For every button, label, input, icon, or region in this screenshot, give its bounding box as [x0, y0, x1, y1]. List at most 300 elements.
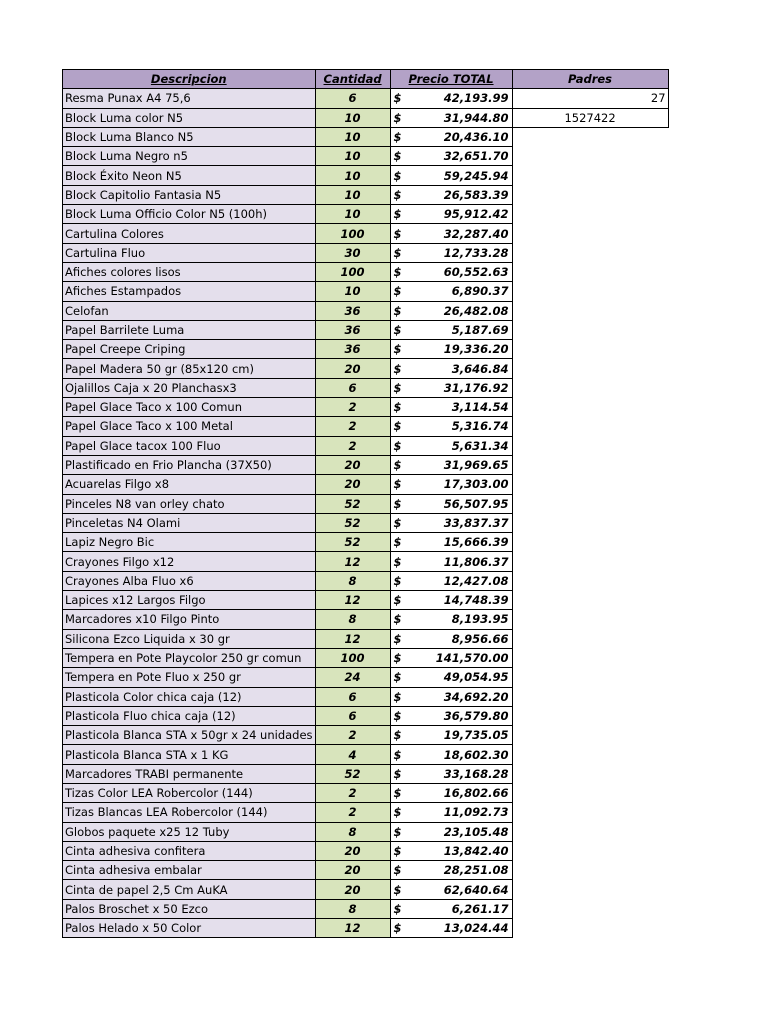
- price-amount: 5,631.34: [451, 438, 509, 453]
- price-amount: 3,646.84: [451, 361, 509, 376]
- currency-symbol: $: [393, 901, 402, 916]
- cell-descripcion[interactable]: Plasticola Color chica caja (12): [63, 687, 316, 706]
- cell-cantidad[interactable]: 10: [315, 108, 390, 127]
- cell-cantidad[interactable]: 8: [315, 822, 390, 841]
- table-row: [63, 455, 669, 474]
- cell-precio-total[interactable]: [390, 378, 512, 397]
- cell-cantidad[interactable]: 52: [315, 494, 390, 513]
- price-amount: 33,837.37: [443, 515, 509, 530]
- empty-cell: [512, 494, 668, 513]
- empty-cell: [512, 340, 668, 359]
- cell-precio-total[interactable]: [390, 127, 512, 146]
- table-row: [63, 243, 669, 262]
- cell-cantidad[interactable]: 36: [315, 340, 390, 359]
- cell-precio-total[interactable]: [390, 513, 512, 532]
- empty-cell: [512, 822, 668, 841]
- empty-cell: [512, 648, 668, 667]
- cell-cantidad[interactable]: 12: [315, 629, 390, 648]
- empty-cell: [512, 436, 668, 455]
- cell-descripcion[interactable]: Crayones Filgo x12: [63, 552, 316, 571]
- cell-precio-total[interactable]: [390, 417, 512, 436]
- cell-descripcion[interactable]: Lapices x12 Largos Filgo: [63, 591, 316, 610]
- cell-cantidad[interactable]: 2: [315, 436, 390, 455]
- price-amount: 11,806.37: [443, 554, 509, 569]
- cell-cantidad[interactable]: 6: [315, 378, 390, 397]
- cell-descripcion[interactable]: Papel Creepe Criping: [63, 340, 316, 359]
- table-row: [63, 745, 669, 764]
- price-amount: 6,890.37: [451, 284, 509, 299]
- cell-cantidad[interactable]: 52: [315, 513, 390, 532]
- cell-cantidad[interactable]: 6: [315, 687, 390, 706]
- cell-precio-total[interactable]: [390, 648, 512, 667]
- cell-precio-total[interactable]: [390, 108, 512, 127]
- price-amount: 28,251.08: [443, 863, 509, 878]
- currency-symbol: $: [393, 844, 402, 859]
- price-amount: 31,969.65: [443, 458, 509, 473]
- table-row: [63, 166, 669, 185]
- cell-cantidad[interactable]: 20: [315, 880, 390, 899]
- cell-descripcion[interactable]: Crayones Alba Fluo x6: [63, 571, 316, 590]
- cell-precio-total[interactable]: [390, 610, 512, 629]
- cell-cantidad[interactable]: 20: [315, 841, 390, 860]
- currency-symbol: $: [393, 207, 402, 222]
- cell-precio-total[interactable]: [390, 243, 512, 262]
- cell-descripcion[interactable]: Tizas Blancas LEA Robercolor (144): [63, 803, 316, 822]
- empty-cell: [512, 243, 668, 262]
- cell-precio-total[interactable]: [390, 706, 512, 725]
- cell-descripcion[interactable]: Plasticola Blanca STA x 50gr x 24 unidades: [63, 726, 316, 745]
- currency-symbol: $: [393, 824, 402, 839]
- currency-symbol: $: [393, 400, 402, 415]
- cell-precio-total[interactable]: [390, 745, 512, 764]
- currency-symbol: $: [393, 110, 402, 125]
- cell-cantidad[interactable]: 2: [315, 417, 390, 436]
- cell-precio-total[interactable]: [390, 185, 512, 204]
- table-row: [63, 610, 669, 629]
- table-row: [63, 571, 669, 590]
- table-row: [63, 378, 669, 397]
- cell-descripcion[interactable]: Cartulina Colores: [63, 224, 316, 243]
- table-row: [63, 340, 669, 359]
- price-amount: 32,287.40: [443, 226, 509, 241]
- table-row: [63, 398, 669, 417]
- cell-descripcion[interactable]: Lapiz Negro Bic: [63, 533, 316, 552]
- empty-cell: [512, 378, 668, 397]
- empty-cell: [512, 513, 668, 532]
- empty-cell: [512, 668, 668, 687]
- cell-precio-total[interactable]: [390, 166, 512, 185]
- cell-precio-total[interactable]: [390, 147, 512, 166]
- price-amount: 26,482.08: [443, 303, 509, 318]
- currency-symbol: $: [393, 651, 402, 666]
- cell-descripcion[interactable]: Palos Helado x 50 Color: [63, 919, 316, 938]
- price-amount: 31,944.80: [443, 110, 509, 125]
- price-amount: 8,193.95: [451, 612, 509, 627]
- currency-symbol: $: [393, 708, 402, 723]
- cell-precio-total[interactable]: [390, 764, 512, 783]
- table-row: [63, 822, 669, 841]
- currency-symbol: $: [393, 245, 402, 260]
- currency-symbol: $: [393, 670, 402, 685]
- price-amount: 6,261.17: [451, 901, 509, 916]
- cell-precio-total[interactable]: [390, 552, 512, 571]
- cell-descripcion[interactable]: Plasticola Blanca STA x 1 KG: [63, 745, 316, 764]
- cell-cantidad[interactable]: 4: [315, 745, 390, 764]
- cell-cantidad[interactable]: 20: [315, 455, 390, 474]
- cell-cantidad[interactable]: 6: [315, 706, 390, 725]
- table-row: [63, 475, 669, 494]
- cell-descripcion[interactable]: Papel Madera 50 gr (85x120 cm): [63, 359, 316, 378]
- table-row: [63, 803, 669, 822]
- price-amount: 11,092.73: [443, 805, 509, 820]
- cell-cantidad[interactable]: 2: [315, 398, 390, 417]
- price-amount: 15,666.39: [443, 535, 509, 550]
- cell-descripcion[interactable]: Afiches Estampados: [63, 282, 316, 301]
- cell-cantidad[interactable]: 2: [315, 803, 390, 822]
- cell-descripcion[interactable]: Celofan: [63, 301, 316, 320]
- empty-cell: [512, 610, 668, 629]
- table-row: [63, 668, 669, 687]
- empty-cell: [512, 687, 668, 706]
- cell-precio-total[interactable]: [390, 494, 512, 513]
- cell-precio-total[interactable]: [390, 89, 512, 108]
- price-amount: 13,842.40: [443, 844, 509, 859]
- empty-cell: [512, 629, 668, 648]
- spreadsheet: [62, 69, 669, 938]
- cell-descripcion[interactable]: Tempera en Pote Playcolor 250 gr comun: [63, 648, 316, 667]
- currency-symbol: $: [393, 573, 402, 588]
- price-amount: 95,912.42: [443, 207, 509, 222]
- table-row: [63, 533, 669, 552]
- cell-cantidad[interactable]: 100: [315, 648, 390, 667]
- cell-precio-total[interactable]: [390, 571, 512, 590]
- empty-cell: [512, 224, 668, 243]
- cell-cantidad[interactable]: 10: [315, 205, 390, 224]
- empty-cell: [512, 533, 668, 552]
- currency-symbol: $: [393, 593, 402, 608]
- cell-precio-total[interactable]: [390, 455, 512, 474]
- cell-padres[interactable]: 1527422: [512, 108, 668, 127]
- currency-symbol: $: [393, 921, 402, 936]
- header-padres[interactable]: Padres: [512, 70, 668, 89]
- cell-precio-total[interactable]: [390, 803, 512, 822]
- currency-symbol: $: [393, 535, 402, 550]
- table-row: [63, 919, 669, 938]
- cell-precio-total[interactable]: [390, 591, 512, 610]
- price-amount: 3,114.54: [451, 400, 509, 415]
- price-amount: 56,507.95: [443, 496, 509, 511]
- table-row: [63, 841, 669, 860]
- table-row: [63, 880, 669, 899]
- cell-precio-total[interactable]: [390, 899, 512, 918]
- table-row: [63, 629, 669, 648]
- cell-precio-total[interactable]: [390, 359, 512, 378]
- cell-descripcion[interactable]: Tempera en Pote Fluo x 250 gr: [63, 668, 316, 687]
- cell-descripcion[interactable]: Block Luma Blanco N5: [63, 127, 316, 146]
- cell-cantidad[interactable]: 8: [315, 571, 390, 590]
- empty-cell: [512, 282, 668, 301]
- price-amount: 12,427.08: [443, 573, 509, 588]
- table-row: [63, 648, 669, 667]
- table-row: [63, 861, 669, 880]
- price-amount: 16,802.66: [443, 786, 509, 801]
- cell-descripcion[interactable]: Cinta de papel 2,5 Cm AuKA: [63, 880, 316, 899]
- cell-cantidad[interactable]: 10: [315, 127, 390, 146]
- header-row: [63, 70, 669, 89]
- table-row: [63, 899, 669, 918]
- table-row: [63, 320, 669, 339]
- cell-precio-total[interactable]: [390, 668, 512, 687]
- cell-precio-total[interactable]: [390, 841, 512, 860]
- header-precio-total[interactable]: Precio TOTAL: [390, 70, 512, 89]
- cell-descripcion[interactable]: Cinta adhesiva confitera: [63, 841, 316, 860]
- cell-descripcion[interactable]: Ojalillos Caja x 20 Planchasx3: [63, 378, 316, 397]
- currency-symbol: $: [393, 419, 402, 434]
- cell-descripcion[interactable]: Papel Barrilete Luma: [63, 320, 316, 339]
- cell-cantidad[interactable]: 2: [315, 783, 390, 802]
- currency-symbol: $: [393, 554, 402, 569]
- currency-symbol: $: [393, 303, 402, 318]
- cell-precio-total[interactable]: [390, 687, 512, 706]
- currency-symbol: $: [393, 805, 402, 820]
- table-row: [63, 89, 669, 108]
- cell-descripcion[interactable]: Cinta adhesiva embalar: [63, 861, 316, 880]
- empty-cell: [512, 841, 668, 860]
- cell-descripcion[interactable]: Pinceletas N4 Olami: [63, 513, 316, 532]
- currency-symbol: $: [393, 458, 402, 473]
- currency-symbol: $: [393, 380, 402, 395]
- price-amount: 31,176.92: [443, 380, 509, 395]
- price-amount: 62,640.64: [443, 882, 509, 897]
- empty-cell: [512, 398, 668, 417]
- cell-cantidad[interactable]: 12: [315, 552, 390, 571]
- currency-symbol: $: [393, 149, 402, 164]
- cell-cantidad[interactable]: 12: [315, 591, 390, 610]
- table-row: [63, 127, 669, 146]
- cell-descripcion[interactable]: Block Capitolio Fantasia N5: [63, 185, 316, 204]
- empty-cell: [512, 571, 668, 590]
- cell-precio-total[interactable]: [390, 320, 512, 339]
- table-row: [63, 301, 669, 320]
- empty-cell: [512, 455, 668, 474]
- cell-descripcion[interactable]: Plasticola Fluo chica caja (12): [63, 706, 316, 725]
- table-row: [63, 706, 669, 725]
- cell-descripcion[interactable]: Resma Punax A4 75,6: [63, 89, 316, 108]
- empty-cell: [512, 880, 668, 899]
- cell-padres[interactable]: 27: [512, 89, 668, 108]
- price-amount: 32,651.70: [443, 149, 509, 164]
- table-row: [63, 359, 669, 378]
- table-row: [63, 726, 669, 745]
- empty-cell: [512, 359, 668, 378]
- cell-descripcion[interactable]: Globos paquete x25 12 Tuby: [63, 822, 316, 841]
- cell-precio-total[interactable]: [390, 282, 512, 301]
- cell-descripcion[interactable]: Tizas Color LEA Robercolor (144): [63, 783, 316, 802]
- cell-cantidad[interactable]: 8: [315, 899, 390, 918]
- empty-cell: [512, 166, 668, 185]
- cell-descripcion[interactable]: Silicona Ezco Liquida x 30 gr: [63, 629, 316, 648]
- cell-cantidad[interactable]: 36: [315, 320, 390, 339]
- cell-cantidad[interactable]: 12: [315, 919, 390, 938]
- empty-cell: [512, 475, 668, 494]
- price-amount: 8,956.66: [451, 631, 509, 646]
- cell-precio-total[interactable]: [390, 919, 512, 938]
- empty-cell: [512, 899, 668, 918]
- table-row: [63, 783, 669, 802]
- currency-symbol: $: [393, 91, 402, 106]
- empty-cell: [512, 745, 668, 764]
- cell-cantidad[interactable]: 20: [315, 861, 390, 880]
- product-table: [62, 69, 669, 938]
- empty-cell: [512, 552, 668, 571]
- price-amount: 20,436.10: [443, 130, 509, 145]
- cell-descripcion[interactable]: Papel Glace Taco x 100 Comun: [63, 398, 316, 417]
- cell-descripcion[interactable]: Marcadores TRABI permanente: [63, 764, 316, 783]
- currency-symbol: $: [393, 786, 402, 801]
- empty-cell: [512, 764, 668, 783]
- price-amount: 60,552.63: [443, 265, 509, 280]
- cell-descripcion[interactable]: Papel Glace tacox 100 Fluo: [63, 436, 316, 455]
- cell-cantidad[interactable]: 24: [315, 668, 390, 687]
- price-amount: 14,748.39: [443, 593, 509, 608]
- currency-symbol: $: [393, 882, 402, 897]
- cell-precio-total[interactable]: [390, 629, 512, 648]
- cell-cantidad[interactable]: 2: [315, 726, 390, 745]
- currency-symbol: $: [393, 515, 402, 530]
- cell-precio-total[interactable]: [390, 262, 512, 281]
- cell-descripcion[interactable]: Pinceles N8 van orley chato: [63, 494, 316, 513]
- currency-symbol: $: [393, 361, 402, 376]
- cell-cantidad[interactable]: 6: [315, 89, 390, 108]
- table-row: [63, 687, 669, 706]
- price-amount: 34,692.20: [443, 689, 509, 704]
- price-amount: 33,168.28: [443, 766, 509, 781]
- cell-cantidad[interactable]: 30: [315, 243, 390, 262]
- empty-cell: [512, 262, 668, 281]
- cell-precio-total[interactable]: [390, 340, 512, 359]
- currency-symbol: $: [393, 323, 402, 337]
- empty-cell: [512, 185, 668, 204]
- cell-precio-total[interactable]: [390, 205, 512, 224]
- currency-symbol: $: [393, 766, 402, 781]
- empty-cell: [512, 320, 668, 339]
- cell-cantidad[interactable]: 100: [315, 262, 390, 281]
- cell-descripcion[interactable]: Cartulina Fluo: [63, 243, 316, 262]
- price-amount: 13,024.44: [443, 921, 509, 936]
- price-amount: 19,735.05: [443, 728, 509, 743]
- currency-symbol: $: [393, 265, 402, 280]
- price-amount: 42,193.99: [443, 91, 509, 106]
- cell-descripcion[interactable]: Block Luma color N5: [63, 108, 316, 127]
- table-row: [63, 591, 669, 610]
- price-amount: 17,303.00: [443, 477, 509, 492]
- cell-cantidad[interactable]: 10: [315, 147, 390, 166]
- empty-cell: [512, 591, 668, 610]
- cell-precio-total[interactable]: [390, 436, 512, 455]
- cell-precio-total[interactable]: [390, 533, 512, 552]
- currency-symbol: $: [393, 728, 402, 743]
- cell-descripcion[interactable]: Marcadores x10 Filgo Pinto: [63, 610, 316, 629]
- cell-precio-total[interactable]: [390, 475, 512, 494]
- table-row: [63, 108, 669, 127]
- cell-cantidad[interactable]: 10: [315, 166, 390, 185]
- currency-symbol: $: [393, 226, 402, 241]
- currency-symbol: $: [393, 168, 402, 183]
- table-row: [63, 282, 669, 301]
- empty-cell: [512, 783, 668, 802]
- cell-cantidad[interactable]: 36: [315, 301, 390, 320]
- cell-precio-total[interactable]: [390, 880, 512, 899]
- price-amount: 18,602.30: [443, 747, 509, 762]
- cell-descripcion[interactable]: Afiches colores lisos: [63, 262, 316, 281]
- currency-symbol: $: [393, 612, 402, 627]
- cell-cantidad[interactable]: 8: [315, 610, 390, 629]
- cell-cantidad[interactable]: 20: [315, 475, 390, 494]
- cell-descripcion[interactable]: Acuarelas Filgo x8: [63, 475, 316, 494]
- currency-symbol: $: [393, 477, 402, 492]
- empty-cell: [512, 726, 668, 745]
- cell-cantidad[interactable]: 52: [315, 764, 390, 783]
- cell-precio-total[interactable]: [390, 301, 512, 320]
- table-row: [63, 417, 669, 436]
- cell-precio-total[interactable]: [390, 398, 512, 417]
- price-amount: 36,579.80: [443, 708, 509, 723]
- table-row: [63, 552, 669, 571]
- cell-descripcion[interactable]: Block Éxito Neon N5: [63, 166, 316, 185]
- cell-cantidad[interactable]: 10: [315, 282, 390, 301]
- cell-descripcion[interactable]: Block Luma Officio Color N5 (100h): [63, 205, 316, 224]
- table-row: [63, 513, 669, 532]
- header-cantidad[interactable]: Cantidad: [315, 70, 390, 89]
- table-row: [63, 147, 669, 166]
- empty-cell: [512, 861, 668, 880]
- table-row: [63, 224, 669, 243]
- cell-descripcion[interactable]: Papel Glace Taco x 100 Metal: [63, 417, 316, 436]
- empty-cell: [512, 205, 668, 224]
- empty-cell: [512, 919, 668, 938]
- cell-cantidad[interactable]: 10: [315, 185, 390, 204]
- cell-descripcion[interactable]: Block Luma Negro n5: [63, 147, 316, 166]
- currency-symbol: $: [393, 747, 402, 762]
- cell-precio-total[interactable]: [390, 224, 512, 243]
- currency-symbol: $: [393, 438, 402, 453]
- currency-symbol: $: [393, 631, 402, 646]
- cell-cantidad[interactable]: 100: [315, 224, 390, 243]
- cell-cantidad[interactable]: 20: [315, 359, 390, 378]
- cell-precio-total[interactable]: [390, 861, 512, 880]
- price-amount: 5,316.74: [451, 419, 509, 434]
- price-amount: 49,054.95: [443, 670, 509, 685]
- cell-precio-total[interactable]: [390, 822, 512, 841]
- cell-cantidad[interactable]: 52: [315, 533, 390, 552]
- currency-symbol: $: [393, 689, 402, 704]
- empty-cell: [512, 301, 668, 320]
- cell-precio-total[interactable]: [390, 783, 512, 802]
- currency-symbol: $: [393, 130, 402, 145]
- empty-cell: [512, 147, 668, 166]
- price-amount: 23,105.48: [443, 824, 509, 839]
- cell-precio-total[interactable]: [390, 726, 512, 745]
- empty-cell: [512, 803, 668, 822]
- price-amount: 5,187.69: [451, 323, 509, 337]
- table-row: [63, 205, 669, 224]
- cell-descripcion[interactable]: Palos Broschet x 50 Ezco: [63, 899, 316, 918]
- currency-symbol: $: [393, 863, 402, 878]
- price-amount: 141,570.00: [435, 651, 509, 666]
- table-row: [63, 262, 669, 281]
- cell-descripcion[interactable]: Plastificado en Frio Plancha (37X50): [63, 455, 316, 474]
- header-descripcion[interactable]: Descripcion: [63, 70, 316, 89]
